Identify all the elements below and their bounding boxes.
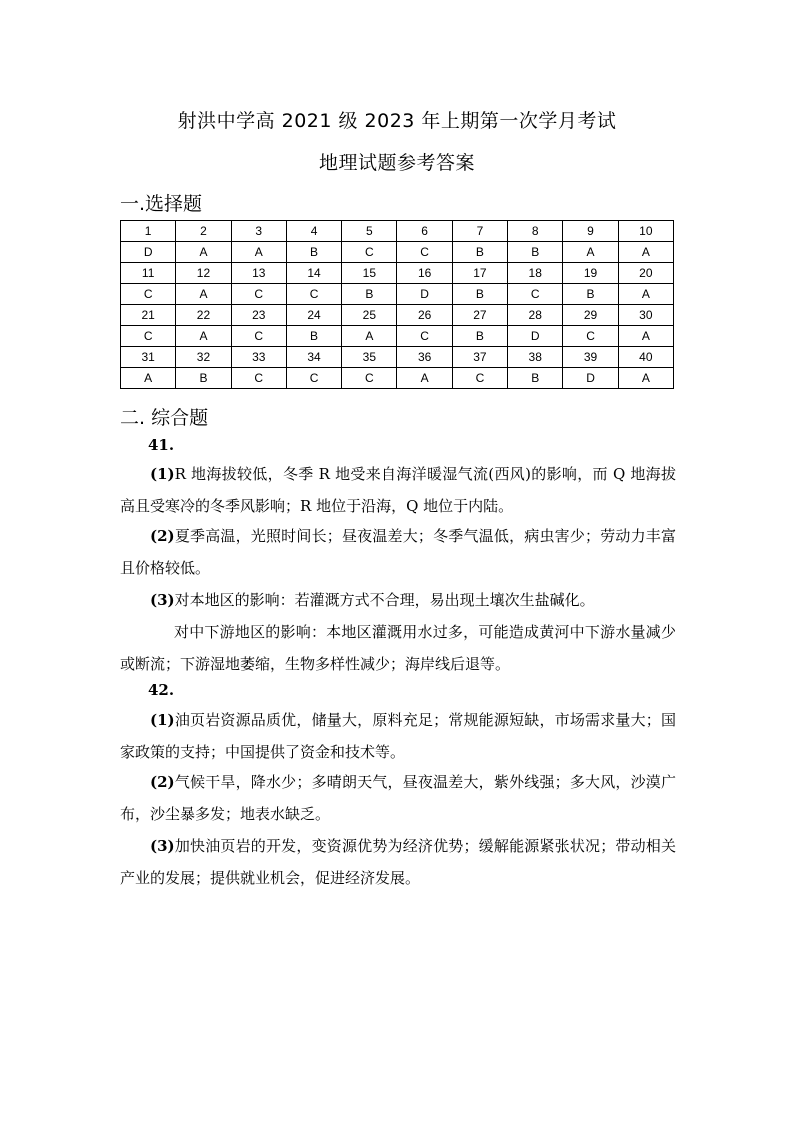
exam-subtitle: 地理试题参考答案: [318, 152, 475, 174]
question-number-cell: 40: [618, 347, 673, 368]
question-number-row: [121, 221, 674, 242]
answer-cell: C: [397, 242, 452, 263]
answer-cell: B: [286, 326, 341, 347]
q42-answer-1: [120, 704, 676, 768]
answer-cell: C: [452, 368, 507, 389]
answer-row: [121, 242, 674, 263]
question-number-cell: 18: [508, 263, 563, 284]
answer-row: [121, 368, 674, 389]
q41-answer-3-label: (3): [150, 591, 175, 609]
answer-cell: C: [342, 368, 397, 389]
question-number-cell: 37: [452, 347, 507, 368]
answer-cell: B: [508, 368, 563, 389]
answer-cell: B: [452, 284, 507, 305]
answer-cell: A: [176, 242, 231, 263]
q41-answer-2: [120, 520, 676, 584]
question-number-cell: 19: [563, 263, 618, 284]
question-number-cell: 10: [618, 221, 673, 242]
question-number-cell: 4: [286, 221, 341, 242]
question-number-cell: 6: [397, 221, 452, 242]
question-number-cell: 29: [563, 305, 618, 326]
q42-answer-3-text: 加快油页岩的开发，变资源优势为经济优势；缓解能源紧张状况；带动相关产业的发展；提供就业机会，促进经济发展。: [120, 837, 676, 887]
answer-cell: A: [231, 242, 286, 263]
question-number-cell: 17: [452, 263, 507, 284]
question-41-number: 41.: [148, 436, 175, 454]
answer-cell: C: [286, 368, 341, 389]
answer-cell: B: [508, 242, 563, 263]
answer-cell: C: [397, 326, 452, 347]
question-number-cell: 11: [121, 263, 176, 284]
question-number-cell: 7: [452, 221, 507, 242]
answer-cell: C: [121, 284, 176, 305]
answer-cell: C: [508, 284, 563, 305]
question-number-cell: 3: [231, 221, 286, 242]
question-number-cell: 1: [121, 221, 176, 242]
question-number-cell: 16: [397, 263, 452, 284]
answer-row: [121, 284, 674, 305]
answer-cell: C: [231, 326, 286, 347]
exam-title: 射洪中学高 2021 级 2023 年上期第一次学月考试: [177, 110, 617, 132]
section-heading-choice: 一.选择题: [120, 193, 203, 215]
question-number-cell: 38: [508, 347, 563, 368]
answer-cell: C: [121, 326, 176, 347]
q41-answer-3-continued: 对中下游地区的影响：本地区灌溉用水过多，可能造成黄河中下游水量减少或断流；下游湿地萎缩，生物多样性减少；海岸线后退等。: [120, 623, 676, 673]
q41-answer-1: [120, 458, 676, 522]
answer-cell: A: [342, 326, 397, 347]
answer-cell: C: [563, 326, 618, 347]
question-number-cell: 9: [563, 221, 618, 242]
question-number-cell: 21: [121, 305, 176, 326]
answer-cell: B: [452, 326, 507, 347]
question-number-cell: 28: [508, 305, 563, 326]
question-number-cell: 15: [342, 263, 397, 284]
answer-cell: A: [176, 326, 231, 347]
question-number-cell: 14: [286, 263, 341, 284]
q41-answer-2-text: 夏季高温，光照时间长；昼夜温差大；冬季气温低，病虫害少；劳动力丰富且价格较低。: [120, 527, 676, 577]
question-number-cell: 12: [176, 263, 231, 284]
q42-answer-1-label: (1): [150, 711, 175, 729]
question-number-cell: 23: [231, 305, 286, 326]
answer-cell: D: [121, 242, 176, 263]
q41-answer-1-text: R 地海拔较低，冬季 R 地受来自海洋暖湿气流(西风)的影响，而 Q 地海拔高且受寒冷的冬季风影响；R 地位于沿海，Q 地位于内陆。: [120, 465, 676, 515]
answer-cell: A: [397, 368, 452, 389]
answer-cell: A: [121, 368, 176, 389]
question-number-cell: 22: [176, 305, 231, 326]
answer-cell: A: [563, 242, 618, 263]
answer-cell: A: [618, 326, 673, 347]
q42-answer-2-label: (2): [150, 773, 175, 791]
question-42-number: 42.: [148, 681, 175, 699]
answer-cell: C: [231, 284, 286, 305]
q42-answer-3: [120, 830, 676, 894]
q41-answer-3: [120, 584, 676, 616]
answer-cell: B: [563, 284, 618, 305]
q42-answer-2: [120, 766, 676, 830]
answer-cell: A: [618, 242, 673, 263]
answer-row: [121, 326, 674, 347]
question-number-cell: 31: [121, 347, 176, 368]
q42-answer-2-text: 气候干旱，降水少；多晴朗天气，昼夜温差大，紫外线强；多大风，沙漠广布，沙尘暴多发；地表水缺乏。: [120, 773, 676, 823]
question-number-cell: 36: [397, 347, 452, 368]
answer-cell: A: [618, 368, 673, 389]
answer-table: [120, 220, 674, 389]
question-number-cell: 20: [618, 263, 673, 284]
question-number-row: [121, 305, 674, 326]
question-number-cell: 2: [176, 221, 231, 242]
answer-cell: D: [563, 368, 618, 389]
answer-cell: B: [342, 284, 397, 305]
answer-cell: D: [508, 326, 563, 347]
question-number-cell: 27: [452, 305, 507, 326]
question-number-cell: 32: [176, 347, 231, 368]
answer-cell: C: [342, 242, 397, 263]
question-number-cell: 26: [397, 305, 452, 326]
section-heading-comprehensive: 二. 综合题: [120, 407, 209, 429]
answer-cell: B: [176, 368, 231, 389]
question-number-cell: 8: [508, 221, 563, 242]
question-number-row: [121, 263, 674, 284]
question-number-cell: 30: [618, 305, 673, 326]
q42-answer-1-text: 油页岩资源品质优，储量大，原料充足；常规能源短缺，市场需求量大；国家政策的支持；中国提供了资金和技术等。: [120, 711, 676, 761]
answer-cell: A: [176, 284, 231, 305]
q41-answer-1-label: (1): [150, 465, 175, 483]
question-number-cell: 39: [563, 347, 618, 368]
answer-cell: C: [231, 368, 286, 389]
question-number-cell: 33: [231, 347, 286, 368]
answer-cell: D: [397, 284, 452, 305]
q41-answer-2-label: (2): [150, 527, 175, 545]
answer-cell: C: [286, 284, 341, 305]
question-number-cell: 5: [342, 221, 397, 242]
answer-cell: B: [286, 242, 341, 263]
question-number-cell: 24: [286, 305, 341, 326]
question-number-cell: 35: [342, 347, 397, 368]
q42-answer-3-label: (3): [150, 837, 175, 855]
answer-cell: A: [618, 284, 673, 305]
question-number-row: [121, 347, 674, 368]
answer-cell: B: [452, 242, 507, 263]
q41-answer-3-text: 对本地区的影响：若灌溉方式不合理，易出现土壤次生盐碱化。: [174, 591, 595, 609]
question-number-cell: 25: [342, 305, 397, 326]
question-number-cell: 13: [231, 263, 286, 284]
question-number-cell: 34: [286, 347, 341, 368]
